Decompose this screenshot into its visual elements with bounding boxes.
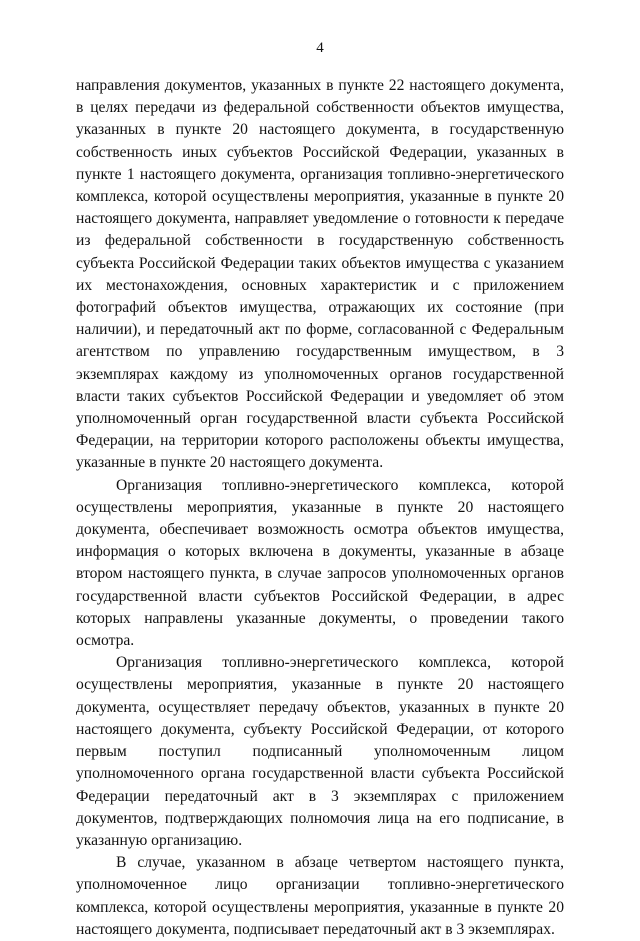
document-body — [76, 75, 564, 941]
paragraph-transfer: Организация топливно-энергетического комплекса, которой осуществлены мероприятия, указанные в пункте 20 настоящего документа, осуществляет передачу объектов, указанных в пункте 20 настоящего документа, субъекту Российской Федерации, от которого первым поступил подписанный уполномоченным лицом уполномоченного органа государственной власти субъекта Российской Федерации передаточный акт в 3 экземплярах с приложением документов, подтверждающих полномочия лица на его подписание, в указанную организацию. — [76, 654, 564, 849]
paragraph-signing: В случае, указанном в абзаце четвертом настоящего пункта, уполномоченное лицо организации топливно-энергетического комплекса, которой осуществлены мероприятия, указанные в пункте 20 настоящего документа, подписывает передаточный акт в 3 экземплярах. — [76, 854, 564, 938]
paragraph-continuation: направления документов, указанных в пункте 22 настоящего документа, в целях передачи из федеральной собственности объектов имущества, указанных в пункте 20 настоящего документа, в государственную собственность иных субъектов Российской Федерации, указанных в пункте 1 настоящего документа, организация топливно-энергетического комплекса, которой осуществлены мероприятия, указанные в пункте 20 настоящего документа, направляет уведомление о готовности к передаче из федеральной собственности в государственную собственность субъекта Российской Федерации таких объектов имущества с указанием их местонахождения, основных характеристик и с приложением фотографий объектов имущества, отражающих их состояние (при наличии), и передаточный акт по форме, согласованной с Федеральным агентством по управлению государственным имуществом, в 3 экземплярах каждому из уполномоченных органов государственной власти таких субъектов Российской Федерации и уведомляет об этом уполномоченный орган государственной власти субъекта Российской Федерации, на территории которого расположены объекты имущества, указанные в пункте 20 настоящего документа. — [76, 77, 564, 472]
paragraph-inspection: Организация топливно-энергетического комплекса, которой осуществлены мероприятия, указанные в пункте 20 настоящего документа, обеспечивает возможность осмотра объектов имущества, информация о которых включена в документы, указанные в абзаце втором настоящего пункта, в случае запросов уполномоченных органов государственной власти субъектов Российской Федерации, в адрес которых направлены указанные документы, о проведении такого осмотра. — [76, 476, 564, 650]
page-number: 4 — [316, 40, 324, 56]
